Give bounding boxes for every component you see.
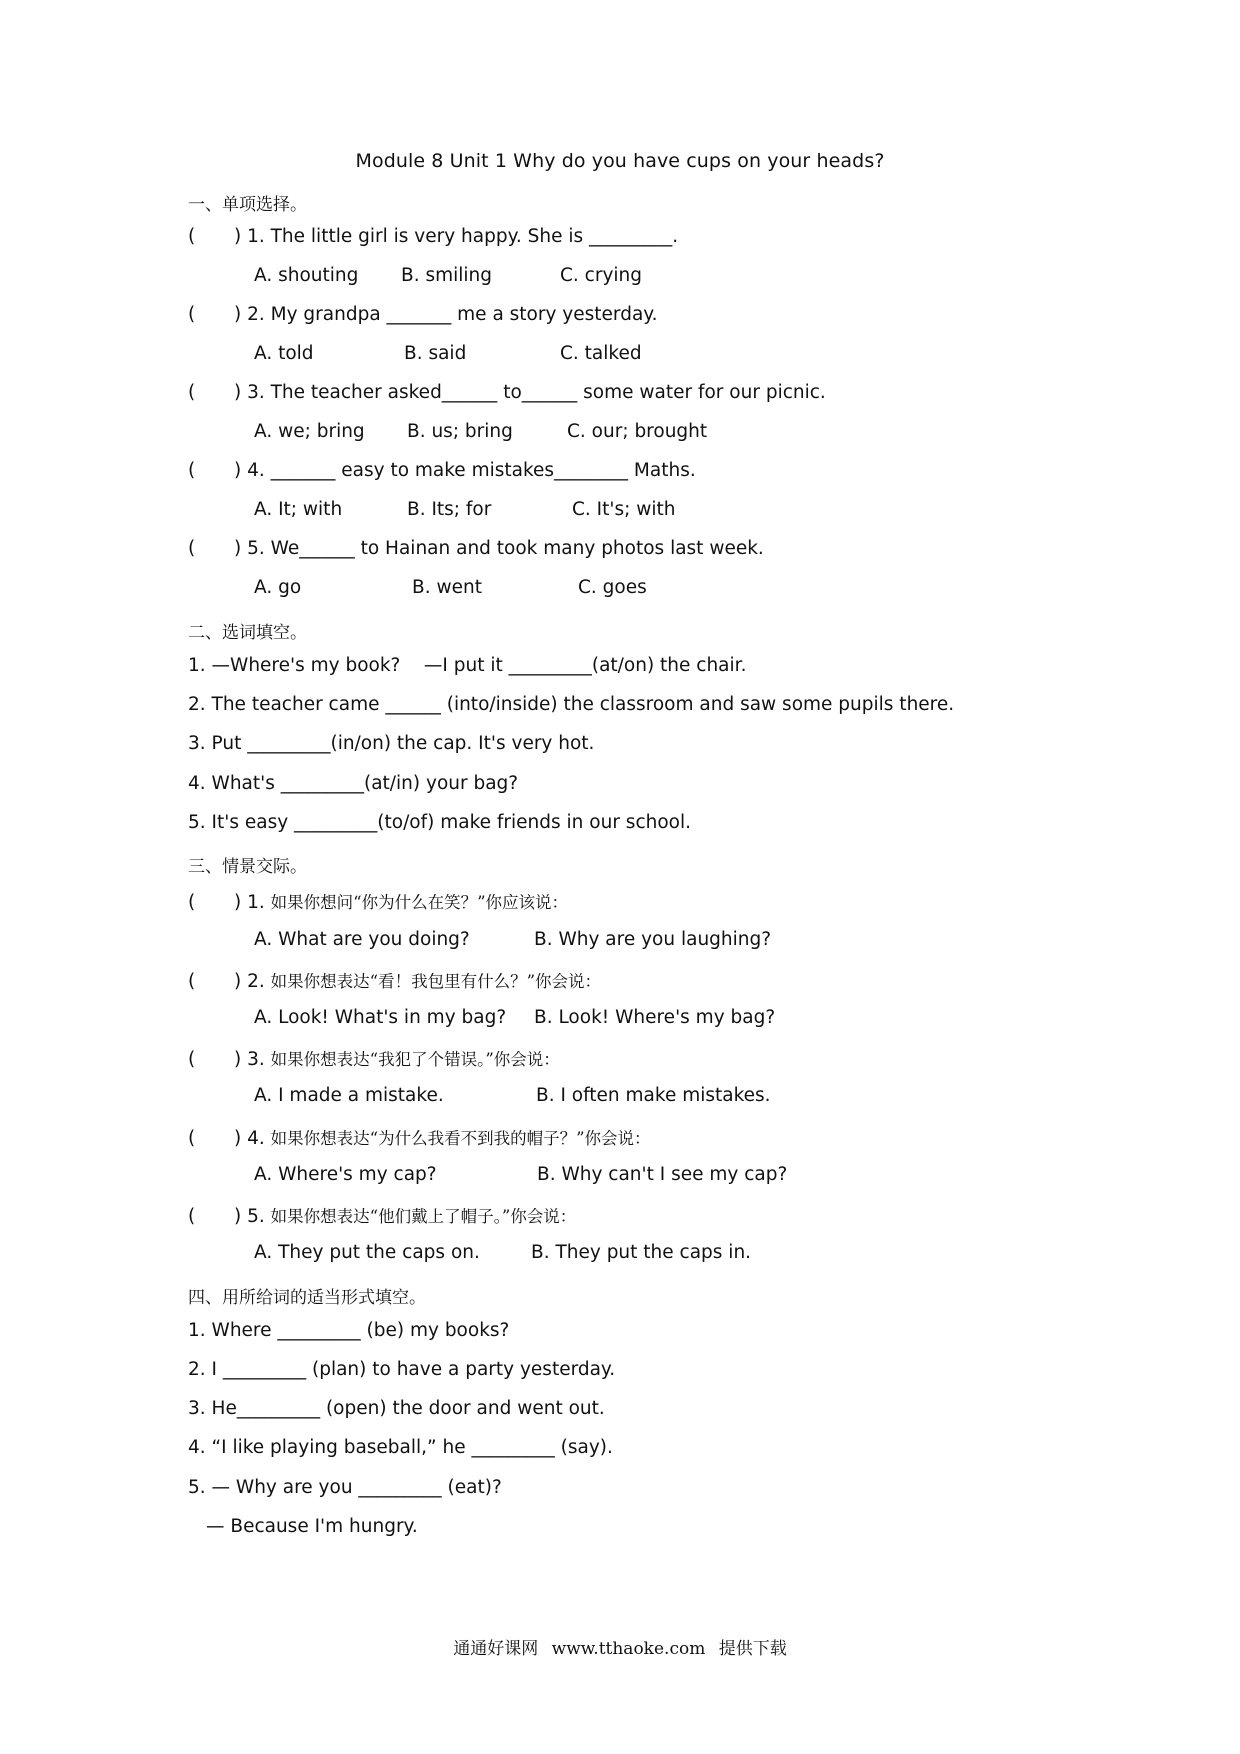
footer-site-name: 通通好课网 bbox=[453, 1639, 539, 1659]
form-item-1: 1. Where _________ (be) my books? bbox=[188, 1320, 510, 1341]
fill-item-4: 4. What's _________(at/in) your bag? bbox=[188, 773, 519, 794]
fill-item-3: 3. Put _________(in/on) the cap. It's very hot. bbox=[188, 733, 595, 754]
fill-item-2: 2. The teacher came ______ (into/inside) the classroom and saw some pupils there. bbox=[188, 694, 955, 715]
section-heading-1: 一、单项选择。 bbox=[188, 195, 307, 215]
footer-url[interactable]: www.tthaoke.com bbox=[551, 1639, 706, 1659]
mc-options-4: A. It; with B. Its; for C. It's; with bbox=[254, 499, 676, 520]
page-title: Module 8 Unit 1 Why do you have cups on your heads? bbox=[355, 150, 885, 172]
section-heading-4: 四、用所给词的适当形式填空。 bbox=[188, 1288, 426, 1308]
mc-question-5: ( ) 5. We______ to Hainan and took many photos last week. bbox=[188, 538, 764, 559]
mc-options-3: A. we; bring B. us; bring C. our; brought bbox=[254, 421, 708, 442]
fill-item-1: 1. —Where's my book? —I put it _________(at/on) the chair. bbox=[188, 655, 747, 676]
mc-question-1: ( ) 1. The little girl is very happy. She is _________. bbox=[188, 226, 679, 247]
mc-options-2: A. told B. said C. talked bbox=[254, 343, 642, 364]
dialog-question-3: ( ) 3. 如果你想表达“我犯了个错误。”你会说： bbox=[188, 1049, 560, 1070]
dialog-question-4: ( ) 4. 如果你想表达“为什么我看不到我的帽子？”你会说： bbox=[188, 1128, 651, 1149]
form-item-5: 5. — Why are you _________ (eat)? bbox=[188, 1477, 502, 1498]
dialog-options-5: A. They put the caps on. B. They put the caps in. bbox=[254, 1242, 752, 1263]
footer-action: 提供下载 bbox=[718, 1639, 787, 1659]
form-item-5-answer: — Because I'm hungry. bbox=[206, 1516, 418, 1537]
dialog-options-2: A. Look! What's in my bag? B. Look! Where's my bag? bbox=[254, 1007, 776, 1028]
form-item-4: 4. “I like playing baseball,” he _________ (say). bbox=[188, 1437, 613, 1458]
dialog-question-5: ( ) 5. 如果你想表达“他们戴上了帽子。”你会说： bbox=[188, 1206, 577, 1227]
mc-question-3: ( ) 3. The teacher asked______ to______ some water for our picnic. bbox=[188, 382, 826, 403]
dialog-question-1: ( ) 1. 如果你想问“你为什么在笑？”你应该说： bbox=[188, 892, 569, 913]
section-heading-3: 三、情景交际。 bbox=[188, 857, 307, 877]
form-item-2: 2. I _________ (plan) to have a party yesterday. bbox=[188, 1359, 616, 1380]
dialog-options-4: A. Where's my cap? B. Why can't I see my cap? bbox=[254, 1164, 788, 1185]
mc-options-1: A. shouting B. smiling C. crying bbox=[254, 265, 643, 286]
form-item-3: 3. He_________ (open) the door and went out. bbox=[188, 1398, 605, 1419]
section-heading-2: 二、选词填空。 bbox=[188, 623, 307, 643]
mc-question-4: ( ) 4. _______ easy to make mistakes________ Maths. bbox=[188, 460, 696, 481]
page-footer bbox=[0, 1634, 1240, 1659]
dialog-question-2: ( ) 2. 如果你想表达“看！我包里有什么？”你会说： bbox=[188, 971, 602, 992]
dialog-options-3: A. I made a mistake. B. I often make mistakes. bbox=[254, 1085, 771, 1106]
mc-options-5: A. go B. went C. goes bbox=[254, 577, 647, 598]
mc-question-2: ( ) 2. My grandpa _______ me a story yesterday. bbox=[188, 304, 658, 325]
fill-item-5: 5. It's easy _________(to/of) make friends in our school. bbox=[188, 812, 692, 833]
dialog-options-1: A. What are you doing? B. Why are you laughing? bbox=[254, 929, 772, 950]
